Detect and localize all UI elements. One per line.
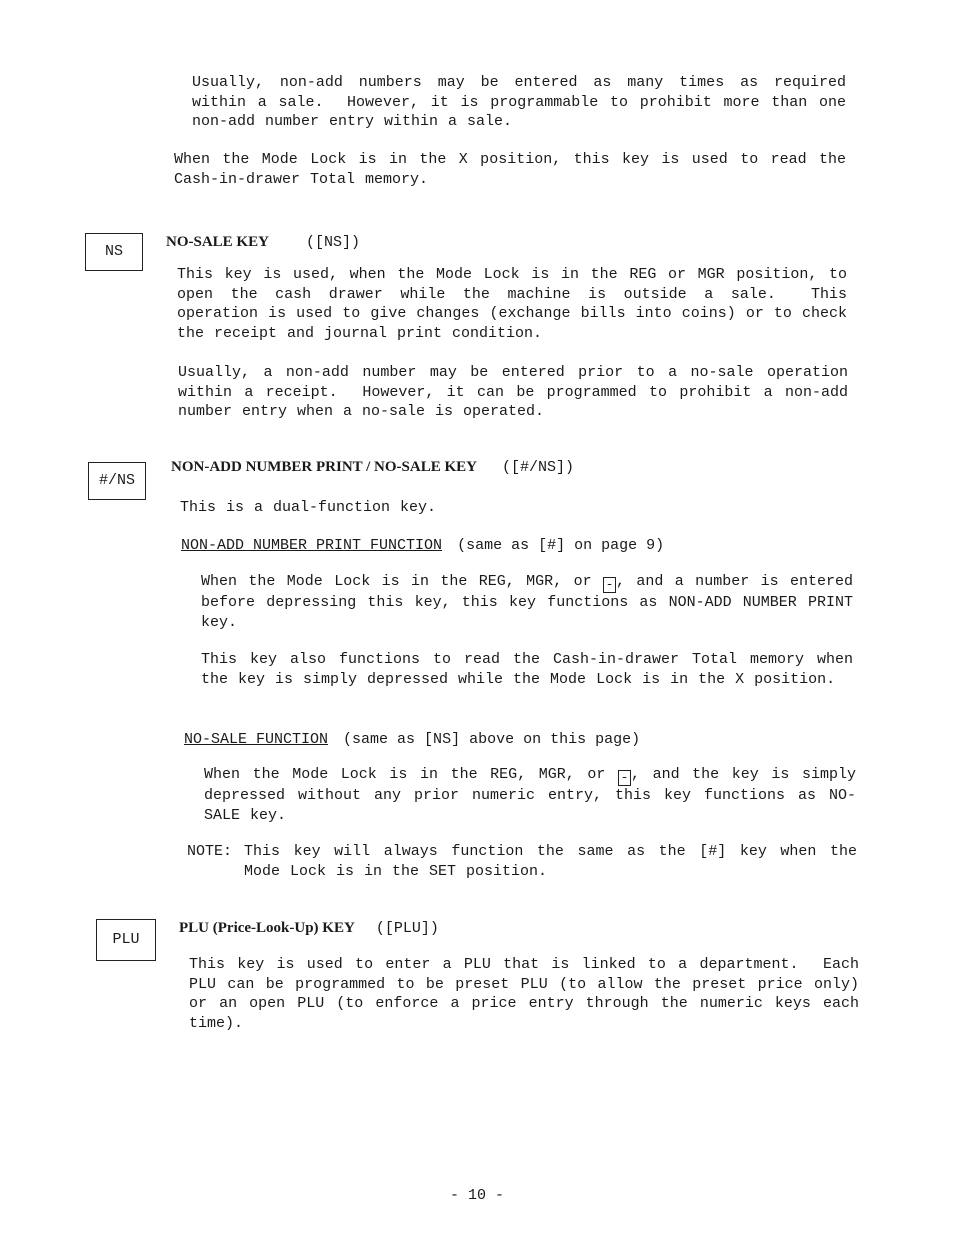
- no-sale-function-reference: (same as [NS] above on this page): [343, 731, 641, 748]
- ns-section-heading: [166, 233, 360, 253]
- minus-key-box: -: [603, 577, 616, 593]
- intro-paragraph-1: Usually, non-add numbers may be entered as many times as required within a sale. However, it is programmable to prohibit more than one non-add number entry within a sale.: [192, 74, 857, 130]
- ns-paragraph-1: This key is used, when the Mode Lock is in the REG or MGR position, to open the cash drawer while the machine is outside a sale. This operation is used to give changes (exchange bills into coins) or to check the receipt and journal print condition.: [177, 266, 858, 342]
- plu-paragraph: This key is used to enter a PLU that is linked to a department. Each PLU can be programmed to be preset PLU (to allow the preset price only) or an open PLU (to enforce a price entry through the numeric keys each time).: [189, 956, 870, 1032]
- non-add-print-paragraph-1: [201, 572, 864, 632]
- non-add-print-paragraph-1-a: When the Mode Lock is in the REG, MGR, or: [201, 573, 592, 590]
- no-sale-function-paragraph-a: When the Mode Lock is in the REG, MGR, or: [204, 766, 606, 783]
- plu-section-title: PLU (Price-Look-Up) KEY: [179, 920, 355, 936]
- no-sale-function-subtitle: NO-SALE FUNCTION: [184, 731, 329, 748]
- no-sale-function-subheading: [184, 730, 640, 750]
- plu-section-heading: [179, 919, 439, 939]
- plu-section-code: ([PLU]): [375, 920, 439, 937]
- non-add-print-subheading: [181, 536, 664, 556]
- non-add-ns-section-code: ([#/NS]): [502, 459, 575, 476]
- non-add-ns-section-heading: [171, 458, 574, 478]
- non-add-print-reference: (same as [#] on page 9): [457, 537, 665, 554]
- non-add-print-paragraph-2: This key also functions to read the Cash-in-drawer Total memory when the key is simply depressed while the Mode Lock is in the X position.: [201, 651, 864, 688]
- ns-section-code: ([NS]): [305, 234, 360, 251]
- non-add-ns-key-box: #/NS: [88, 462, 146, 500]
- non-add-print-subtitle: NON-ADD NUMBER PRINT FUNCTION: [181, 537, 443, 554]
- note-text: This key will always function the same as the [#] key when the Mode Lock is in the SET position.: [244, 843, 868, 880]
- non-add-ns-section-title: NON-ADD NUMBER PRINT / NO-SALE KEY: [171, 459, 477, 475]
- non-add-print-paragraph-1-b: , and a number is entered before depressing this key, this key functions as NON-ADD NUMBER PRINT key.: [201, 573, 864, 631]
- no-sale-function-paragraph-b: , and the key is simply depressed without any prior numeric entry, this key functions as NO-SALE key.: [204, 766, 866, 824]
- plu-key-box: PLU: [96, 919, 156, 961]
- minus-key-box: -: [618, 770, 631, 786]
- intro-paragraph-2: When the Mode Lock is in the X position, this key is used to read the Cash-in-drawer Total memory.: [174, 151, 857, 188]
- ns-paragraph-2: Usually, a non-add number may be entered prior to a no-sale operation within a receipt. However, it can be programmed to prohibit a non-add number entry when a no-sale is operated.: [178, 364, 859, 420]
- no-sale-function-paragraph: [204, 765, 866, 825]
- ns-key-box: NS: [85, 233, 143, 271]
- non-add-ns-intro: This is a dual-function key.: [180, 499, 437, 516]
- ns-section-title: NO-SALE KEY: [166, 234, 269, 250]
- note-label: NOTE:: [187, 843, 233, 860]
- page-number: - 10 -: [449, 1187, 504, 1204]
